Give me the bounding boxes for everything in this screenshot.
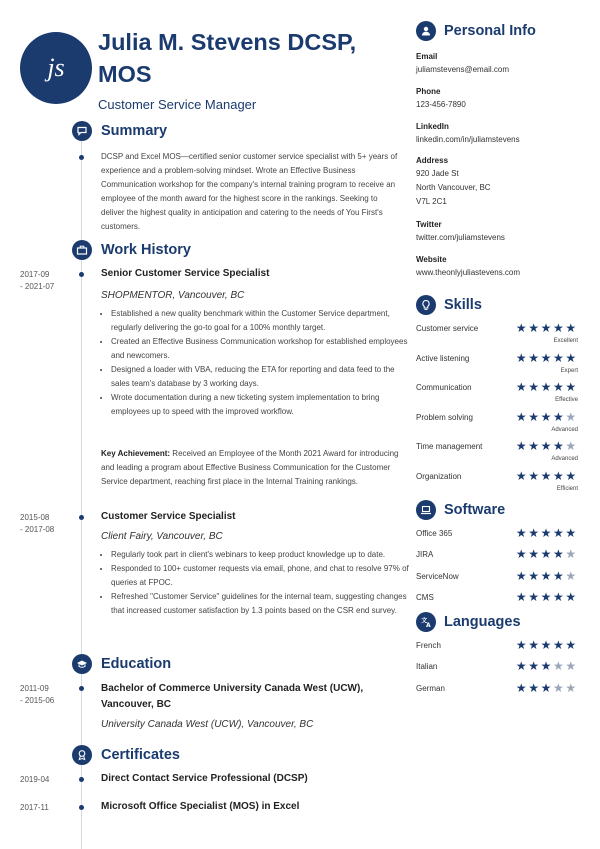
software-name: JIRA [416, 550, 434, 560]
timeline-dot [79, 805, 84, 810]
software-rating-stars [515, 548, 577, 560]
job-company: Client Fairy, Vancouver, BC [101, 531, 223, 542]
star-filled-icon: ★ [540, 469, 552, 483]
star-filled-icon: ★ [552, 568, 564, 583]
star-filled-icon: ★ [552, 547, 564, 562]
star-filled-icon: ★ [565, 526, 577, 540]
star-filled-icon: ★ [515, 439, 527, 454]
star-filled-icon: ★ [540, 321, 552, 335]
software-rating-stars [515, 570, 577, 582]
svg-text:A: A [426, 622, 431, 628]
summary-heading: Summary [101, 123, 168, 139]
skill-rating-stars [515, 411, 577, 423]
bullet-item: • Designed a loader with VBA, reducing the ETA for reporting and data feed to the sales team's database by 3 working days. [111, 363, 411, 391]
lightbulb-icon [416, 295, 436, 315]
star-empty-icon: ★ [552, 659, 564, 674]
star-filled-icon: ★ [565, 380, 577, 395]
star-filled-icon: ★ [552, 589, 564, 604]
bullet-item: • Refreshed "Customer Service" guidelines for the internal team, suggesting changes that increased customer satisfaction by 1.3 points based on the CSR end survey. [111, 590, 411, 618]
graduation-cap-icon [72, 654, 92, 674]
star-filled-icon: ★ [540, 638, 552, 652]
languages-heading: Languages [444, 614, 521, 630]
monogram-logo [20, 32, 92, 104]
skill-name: Organization [416, 472, 462, 481]
bullet-item: • Created an Effective Business Communication workshop for established employees and newcomers. [111, 335, 411, 363]
skill-rating-stars [515, 470, 577, 482]
skill-rating-stars [515, 352, 577, 364]
skill-level: Effective [555, 397, 578, 404]
skill-name: Active listening [416, 353, 470, 363]
phone-value: 123-456-7890 [416, 100, 466, 109]
star-filled-icon: ★ [565, 469, 577, 483]
svg-text:文: 文 [421, 617, 428, 625]
address-label: Address [416, 156, 449, 165]
job-bullets [101, 307, 411, 419]
star-filled-icon: ★ [540, 526, 552, 540]
star-filled-icon: ★ [540, 547, 552, 562]
star-filled-icon: ★ [528, 547, 539, 562]
linkedin-value: linkedin.com/in/juliamstevens [416, 135, 520, 144]
star-filled-icon: ★ [552, 350, 564, 365]
twitter-value: twitter.com/juliamstevens [416, 233, 505, 242]
star-filled-icon: ★ [528, 568, 539, 583]
skill-name: Problem solving [416, 412, 473, 422]
email-label: Email [416, 52, 438, 61]
star-filled-icon: ★ [515, 409, 527, 424]
monogram-text: js [47, 53, 65, 82]
award-icon [72, 745, 92, 765]
language-icon [416, 612, 436, 632]
star-filled-icon: ★ [552, 380, 564, 395]
skills-heading: Skills [444, 297, 482, 313]
skill-level: Expert [560, 367, 578, 374]
timeline-dot [79, 155, 84, 160]
star-filled-icon: ★ [528, 350, 539, 365]
star-filled-icon: ★ [552, 469, 564, 483]
star-filled-icon: ★ [515, 659, 527, 674]
website-value: www.theonlyjuliastevens.com [416, 268, 521, 277]
star-empty-icon: ★ [565, 547, 577, 562]
certificates-heading: Certificates [101, 747, 180, 763]
language-rating-stars [515, 682, 577, 694]
person-icon [416, 21, 436, 41]
star-filled-icon: ★ [565, 350, 577, 365]
timeline-dot [79, 686, 84, 691]
star-filled-icon: ★ [515, 321, 527, 335]
star-filled-icon: ★ [565, 321, 577, 335]
job-dates: 2017-09 - 2021-07 [20, 270, 55, 291]
star-filled-icon: ★ [528, 439, 539, 454]
certificate-name: Microsoft Office Specialist (MOS) in Excel [101, 801, 300, 812]
email-value: juliamstevens@email.com [416, 65, 510, 74]
skill-rating-stars [515, 322, 577, 334]
bullet-item: • Established a new quality benchmark within the Customer Service department, regularly delivering the go-to goal for a 100% monthly target. [111, 307, 411, 335]
software-name: ServiceNow [416, 571, 459, 581]
star-filled-icon: ★ [565, 638, 577, 652]
education-heading: Education [101, 656, 172, 672]
language-rating-stars [515, 660, 577, 672]
star-filled-icon: ★ [528, 589, 539, 604]
laptop-icon [416, 500, 436, 520]
candidate-name: Julia M. Stevens DCSP, MOS [98, 29, 357, 87]
work-history-heading: Work History [101, 242, 191, 258]
timeline-dot [79, 515, 84, 520]
star-filled-icon: ★ [528, 638, 539, 652]
star-filled-icon: ★ [515, 638, 527, 652]
star-filled-icon: ★ [528, 680, 539, 695]
star-filled-icon: ★ [540, 380, 552, 395]
star-filled-icon: ★ [565, 589, 577, 604]
star-filled-icon: ★ [515, 589, 527, 604]
certificate-name: Direct Contact Service Professional (DCSP) [101, 773, 308, 784]
star-filled-icon: ★ [540, 568, 552, 583]
star-filled-icon: ★ [515, 680, 527, 695]
star-empty-icon: ★ [565, 439, 577, 454]
star-filled-icon: ★ [515, 568, 527, 583]
bullet-item: • Responded to 100+ customer requests via email, phone, and chat to resolve 97% of queries at FPOC. [111, 562, 411, 590]
star-empty-icon: ★ [565, 659, 577, 674]
star-filled-icon: ★ [552, 439, 564, 454]
language-rating-stars [515, 639, 577, 651]
skill-level: Advanced [551, 456, 578, 463]
star-filled-icon: ★ [515, 380, 527, 395]
skill-name: Communication [416, 383, 472, 393]
star-filled-icon: ★ [552, 638, 564, 652]
skill-name: Time management [416, 442, 483, 452]
software-name: CMS [416, 592, 434, 602]
skill-rating-stars [515, 381, 577, 393]
timeline-dot [79, 777, 84, 782]
star-filled-icon: ★ [528, 380, 539, 395]
star-filled-icon: ★ [540, 350, 552, 365]
language-name: German [416, 683, 445, 693]
job-title: Customer Service Specialist [101, 511, 236, 522]
star-filled-icon: ★ [540, 589, 552, 604]
star-filled-icon: ★ [528, 409, 539, 424]
skill-level: Excellent [553, 338, 578, 344]
education-dates: 2011-09 - 2015-06 [20, 684, 55, 705]
certificate-date: 2019-04 [20, 775, 50, 784]
star-filled-icon: ★ [552, 526, 564, 540]
bullet-item: • Regularly took part in client's webinars to keep product knowledge up to date. [111, 548, 411, 562]
job-bullets [101, 548, 411, 618]
star-filled-icon: ★ [515, 547, 527, 562]
summary-text: DCSP and Excel MOS—certified senior customer service specialist with 5+ years of experience and a problem-solving mindset. Wrote an Effective Business Communication workshop for the company's internal training program to receive an employee of the month award for the highest score in the rankings. Seeking to deliver the highest quality in anticipation and catering to the needs of You First's customers. [101, 152, 398, 231]
key-achievement-label: Key Achievement: [101, 449, 171, 458]
twitter-label: Twitter [416, 220, 442, 229]
address-value: 920 Jade St North Vancouver, BC V7L 2C1 [416, 169, 491, 206]
star-filled-icon: ★ [515, 469, 527, 483]
software-heading: Software [444, 502, 506, 518]
timeline-dot [79, 272, 84, 277]
star-empty-icon: ★ [565, 680, 577, 695]
software-name: Office 365 [416, 529, 453, 538]
briefcase-icon [72, 240, 92, 260]
software-rating-stars [515, 527, 577, 539]
star-filled-icon: ★ [515, 526, 527, 540]
education-degree: Bachelor of Commerce University Canada West (UCW), Vancouver, BC [101, 683, 364, 710]
star-filled-icon: ★ [528, 469, 539, 483]
bullet-item: • Wrote documentation during a new ticketing system implementation to bring employees up to speed with the improved workflow. [111, 391, 411, 419]
website-label: Website [416, 255, 447, 264]
star-empty-icon: ★ [552, 680, 564, 695]
skill-name: Customer service [416, 324, 479, 333]
job-company: SHOPMENTOR, Vancouver, BC [101, 290, 245, 301]
key-achievement [101, 447, 399, 489]
chat-bubble-icon [72, 121, 92, 141]
candidate-title: Customer Service Manager [98, 97, 257, 112]
star-filled-icon: ★ [528, 321, 539, 335]
certificate-date: 2017-11 [20, 803, 49, 812]
skill-rating-stars [515, 440, 577, 452]
star-filled-icon: ★ [528, 526, 539, 540]
star-filled-icon: ★ [515, 350, 527, 365]
star-filled-icon: ★ [540, 659, 552, 674]
skill-level: Advanced [551, 426, 578, 433]
software-rating-stars [515, 591, 577, 603]
personal-info-heading: Personal Info [444, 23, 536, 39]
job-title: Senior Customer Service Specialist [101, 268, 270, 279]
linkedin-label: LinkedIn [416, 122, 449, 131]
language-name: Italian [416, 662, 438, 672]
star-filled-icon: ★ [552, 409, 564, 424]
star-filled-icon: ★ [540, 409, 552, 424]
star-empty-icon: ★ [565, 568, 577, 583]
star-filled-icon: ★ [540, 439, 552, 454]
key-achievement-text: Received an Employee of the Month 2021 Award for introducing and leading a program about Effective Business Communication for the Customer Service department, reaching first place in the Internal Training rankings. [101, 449, 399, 486]
skill-level: Efficient [556, 486, 578, 492]
star-filled-icon: ★ [540, 680, 552, 695]
job-dates: 2015-08 - 2017-08 [20, 513, 55, 534]
star-filled-icon: ★ [552, 321, 564, 335]
education-school: University Canada West (UCW), Vancouver, BC [101, 719, 314, 730]
language-name: French [416, 641, 441, 650]
star-filled-icon: ★ [528, 659, 539, 674]
phone-label: Phone [416, 87, 441, 96]
star-empty-icon: ★ [565, 409, 577, 424]
